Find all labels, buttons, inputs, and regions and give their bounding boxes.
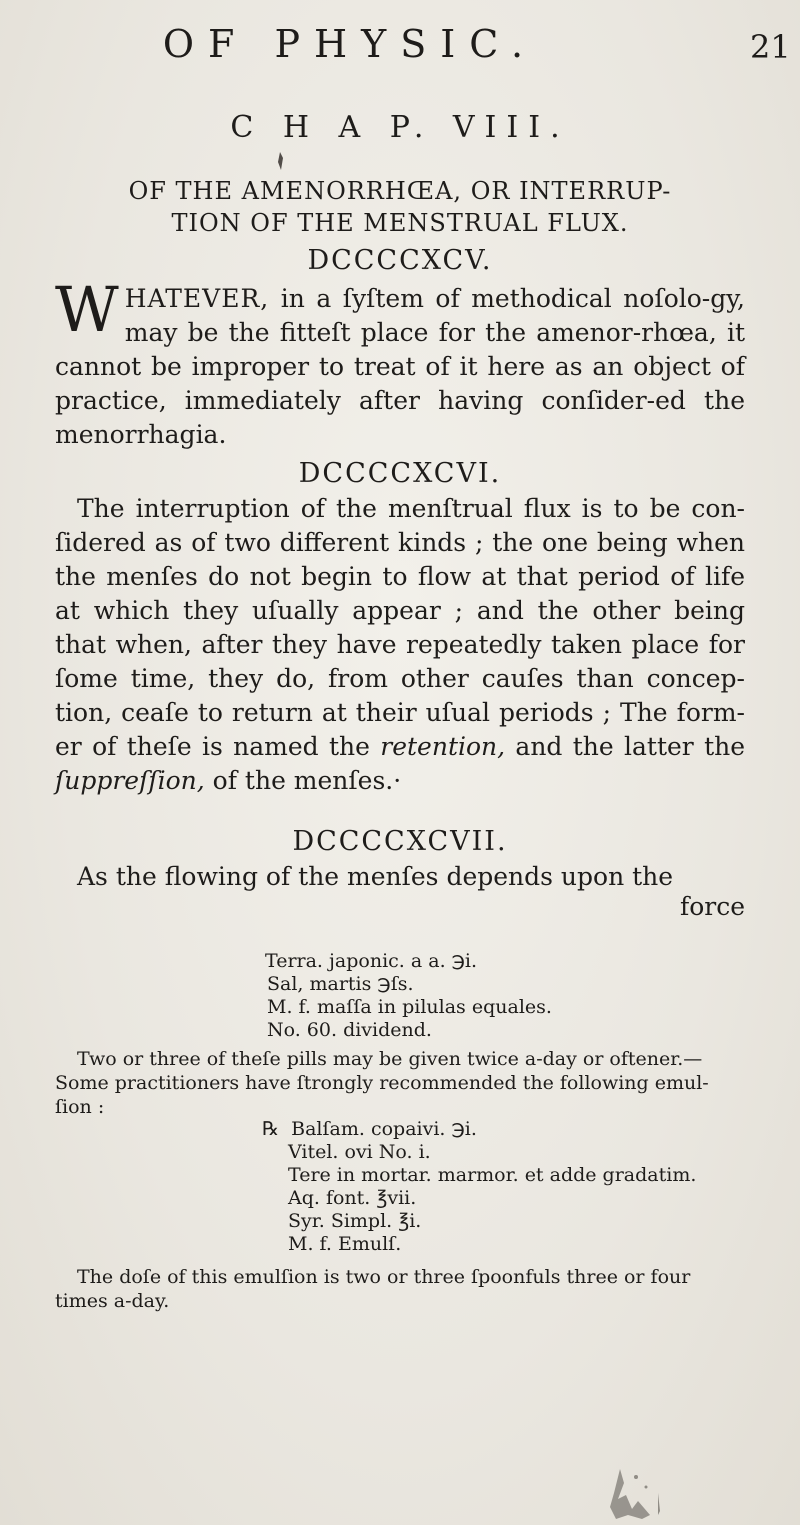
paragraph-text: in a ſyſtem of methodical noſolo-gy, may be the fitteſt place for the amenor-rhœa, it cannot be improper to treat of it here as an object of practice, immediately after having conſider-ed the menorrhagia. — [55, 284, 745, 449]
note-pills-dosage — [55, 1047, 745, 1119]
paragraph-text: As the flowing of the menſes depends upon the — [77, 862, 674, 891]
paragraph-996 — [55, 492, 745, 798]
term-retention: retention, — [380, 732, 506, 761]
prescription-line: Syr. Simpl. ℥i. — [288, 1210, 422, 1232]
section-number-997: DCCCCXCVII. — [292, 826, 508, 857]
prescription-pills — [265, 950, 552, 1042]
recipe-symbol: ℞ — [262, 1118, 280, 1140]
paragraph-text: The interruption of the menſtrual flux is to be con-ſidered as of two different kinds ; the one being when the menſes do not begin to flow at that period of life at which they uſually appear ; and the other being that when, after they have repeatedly taken place for ſome time, they do, from other cauſes than concep-tion, ceaſe to return at their uſual periods ; The form-er of theſe is named the — [55, 494, 745, 761]
prescription-line: Aq. font. ℥vii. — [288, 1187, 417, 1209]
chapter-title-line-1: OF THE AMENORRHŒA, OR INTERRUP- — [128, 177, 672, 205]
page-number: 21 — [750, 28, 791, 66]
chapter-title — [40, 175, 760, 239]
note-text: The doſe of this emulſion is two or three ſpoonfuls three or four times a-day. — [55, 1266, 691, 1312]
note-text: Two or three of theſe pills may be given twice a-day or oftener.— Some practitioners have ſtrongly recommended the following emul-ſion : — [55, 1048, 709, 1118]
paragraph-lead-word: HATEVER, — [124, 284, 270, 313]
paragraph-text-mid: and the latter the — [505, 732, 746, 761]
prescription-line: Balſam. copaivi. ℈i. — [291, 1118, 477, 1140]
prescription-emulsion — [262, 1118, 696, 1256]
section-number-996: DCCCCXCVI. — [298, 458, 502, 489]
paragraph-997 — [55, 860, 745, 894]
note-emulsion-dosage — [55, 1265, 745, 1313]
prescription-line: No. 60. dividend. — [267, 1019, 432, 1041]
running-title: OF PHYSIC. — [162, 22, 538, 66]
paragraph-995 — [55, 273, 745, 452]
prescription-line: Terra. japonic. a a. ℈i. — [265, 950, 478, 972]
section-number-995: DCCCCXCV. — [307, 245, 493, 276]
ink-blemish — [598, 1465, 668, 1523]
prescription-line: Sal, martis ℈ſs. — [267, 973, 414, 995]
prescription-line: M. f. maſſa in pilulas equales. — [267, 996, 552, 1018]
drop-cap: W — [55, 273, 119, 346]
term-suppression: ſuppreſſion, — [55, 766, 205, 795]
chapter-title-line-2: TION OF THE MENSTRUAL FLUX. — [171, 209, 629, 237]
prescription-line: Vitel. ovi No. i. — [288, 1141, 431, 1163]
chapter-heading: C H A P. VIII. — [230, 110, 570, 145]
catchword: force — [679, 892, 745, 921]
ink-speck — [274, 150, 286, 172]
prescription-line: Tere in mortar. marmor. et adde gradatim. — [288, 1164, 697, 1186]
prescription-line: M. f. Emulſ. — [288, 1233, 402, 1255]
paragraph-text-end: of the menſes.· — [204, 766, 402, 795]
